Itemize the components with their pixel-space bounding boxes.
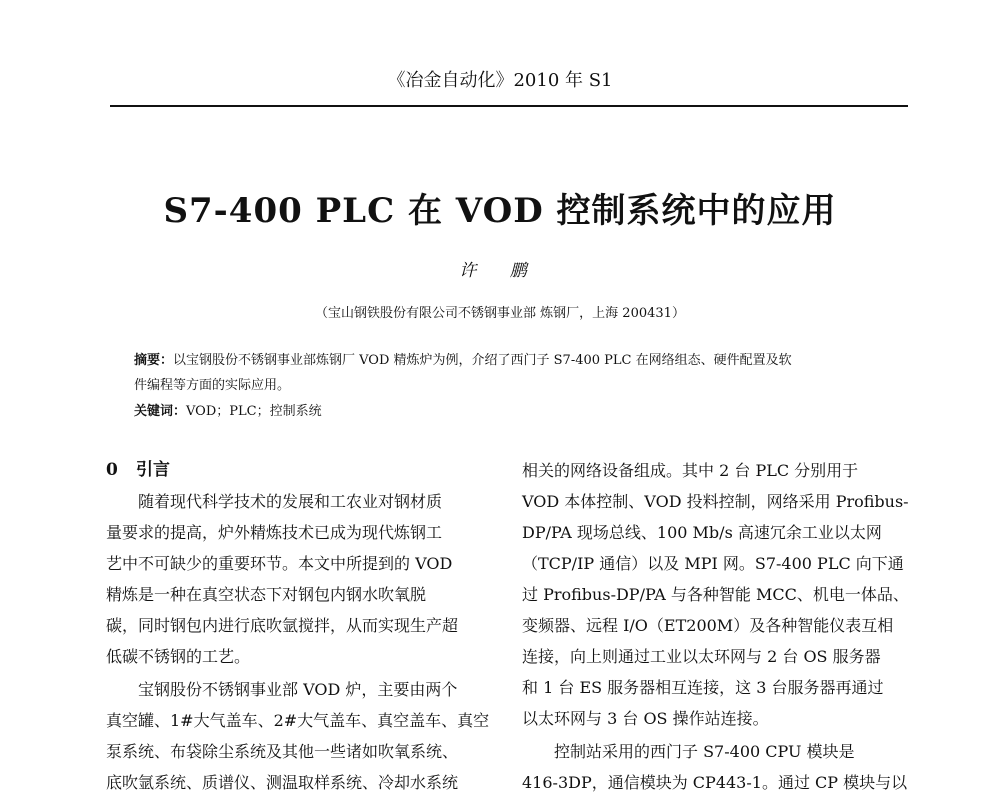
text-line: 真空罐、1#大气盖车、2#大气盖车、真空盖车、真空 xyxy=(106,711,490,730)
text-line: VOD 本体控制、VOD 投料控制，网络采用 Profibus- xyxy=(522,492,909,511)
text-line: 艺中不可缺少的重要环节。本文中所提到的 VOD xyxy=(106,554,453,573)
section-number: 0 xyxy=(106,460,118,480)
abstract-line-2: 件编程等方面的实际应用。 xyxy=(134,378,291,393)
abstract-label: 摘要： xyxy=(134,353,174,368)
abstract xyxy=(134,348,879,398)
text-line: 过 Profibus-DP/PA 与各种智能 MCC、机电一体品、 xyxy=(522,585,909,604)
text-line: 416-3DP，通信模块为 CP443-1。通过 CP 模块与以 xyxy=(522,773,908,792)
text-line: 泵系统、布袋除尘系统及其他一些诸如吹氧系统、 xyxy=(106,742,459,761)
text-line: 随着现代科学技术的发展和工农业对钢材质 xyxy=(138,492,443,511)
text-line: 宝钢股份不锈钢事业部 VOD 炉，主要由两个 xyxy=(138,680,458,699)
text-line: DP/PA 现场总线、100 Mb/s 高速冗余工业以太网 xyxy=(522,523,882,542)
abstract-line-1: 以宝钢股份不锈钢事业部炼钢厂 VOD 精炼炉为例，介绍了西门子 S7-400 PLC 在网络组态、硬件配置及软 xyxy=(173,353,792,368)
left-column xyxy=(106,455,490,798)
author: 许 鹏 xyxy=(459,261,541,281)
text-line: 精炼是一种在真空状态下对钢包内钢水吹氧脱 xyxy=(106,585,427,604)
text-line: 碳，同时钢包内进行底吹氩搅拌，从而实现生产超 xyxy=(106,616,459,635)
section-title: 引言 xyxy=(136,460,170,480)
text-line: 变频器、远程 I/O（ET200M）及各种智能仪表互相 xyxy=(522,616,894,635)
paragraph xyxy=(522,455,909,734)
keywords xyxy=(134,400,879,419)
right-column xyxy=(522,455,909,798)
text-line: 底吹氩系统、质谱仪、测温取样系统、冷却水系统 xyxy=(106,773,459,792)
text-line: 连接，向上则通过工业以太环网与 2 台 OS 服务器 xyxy=(522,647,881,666)
keywords-label: 关键词： xyxy=(134,404,187,419)
affiliation: （宝山钢铁股份有限公司不锈钢事业部 炼钢厂，上海 200431） xyxy=(315,306,685,321)
paragraph xyxy=(106,486,481,672)
paper-title: S7-400 PLC 在 VOD 控制系统中的应用 xyxy=(163,191,837,231)
journal-header: 《冶金自动化》2010 年 S1 xyxy=(387,70,613,91)
paragraph xyxy=(106,674,490,798)
text-line: 和 1 台 ES 服务器相互连接，这 3 台服务器再通过 xyxy=(522,678,884,697)
keywords-text: VOD；PLC；控制系统 xyxy=(186,404,322,419)
paragraph xyxy=(522,736,908,798)
text-line: 控制站采用的西门子 S7-400 CPU 模块是 xyxy=(554,742,855,761)
text-line: 低碳不锈钢的工艺。 xyxy=(106,647,251,666)
text-line: （TCP/IP 通信）以及 MPI 网。S7-400 PLC 向下通 xyxy=(522,554,904,573)
section-heading xyxy=(106,455,481,486)
header-rule xyxy=(110,105,908,107)
text-line: 以太环网与 3 台 OS 操作站连接。 xyxy=(522,709,769,728)
text-line: 量要求的提高，炉外精炼技术已成为现代炼钢工 xyxy=(106,523,443,542)
text-line: 相关的网络设备组成。其中 2 台 PLC 分别用于 xyxy=(522,461,859,480)
